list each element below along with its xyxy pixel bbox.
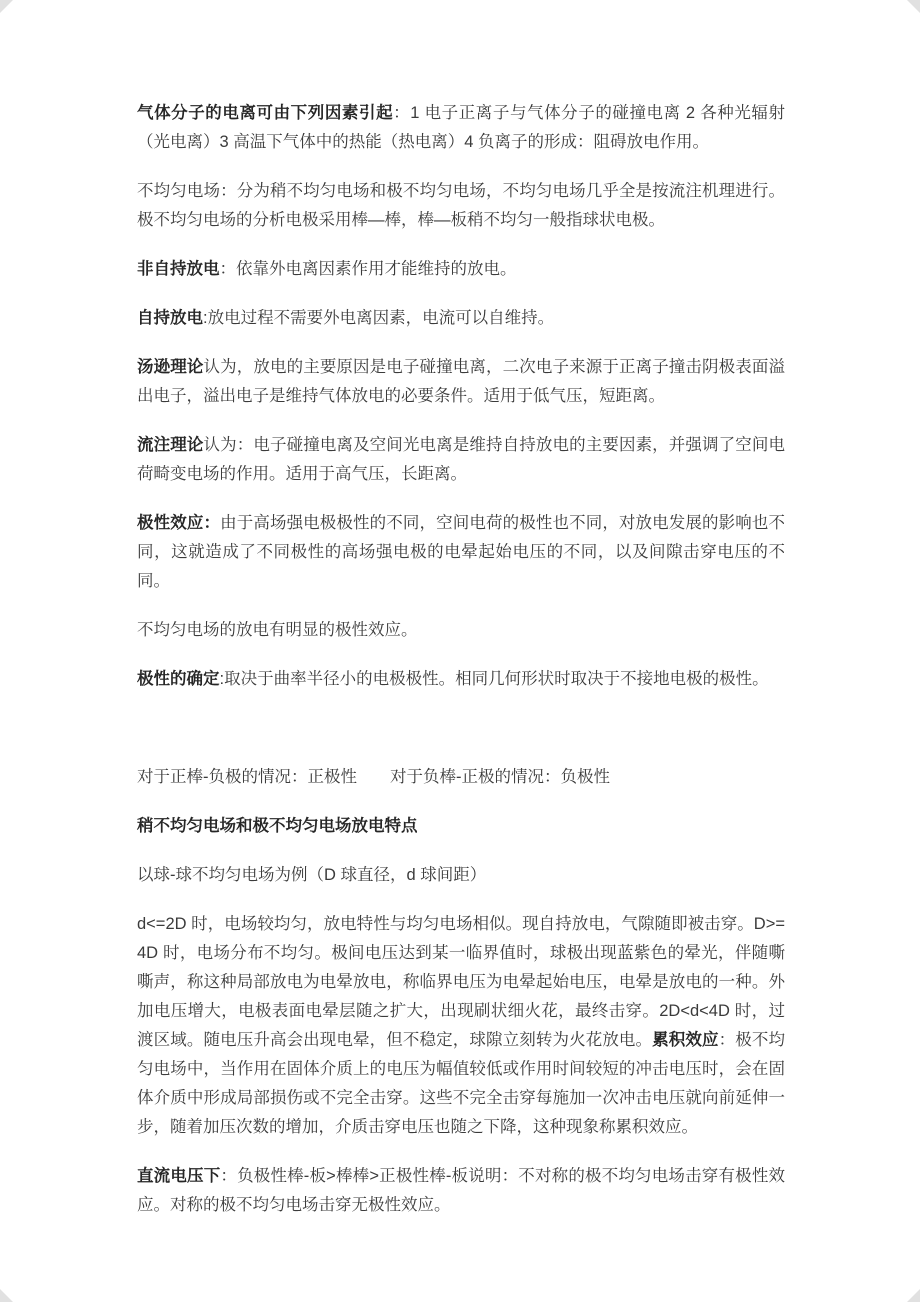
paragraph: [137, 255, 785, 284]
text-run: ：1 电子正离子与气体分子的碰撞电离 2 各种光辐射（光电离）3 高温下气体中的热能（热电离）4 负离子的形成：阻碍放电作用。: [137, 104, 786, 151]
page-corner-mark: [907, 0, 920, 13]
text-run: 以球-球不均匀电场为例（D 球直径，d 球间距）: [137, 866, 487, 884]
paragraph: [137, 509, 785, 596]
paragraph: [137, 304, 785, 333]
text-run: 汤逊理论: [137, 358, 204, 376]
paragraph: [137, 616, 785, 645]
text-run: 对于正棒-负极的情况：正极性 对于负棒-正极的情况：负极性: [137, 768, 610, 786]
paragraph: [137, 763, 785, 792]
page-corner-mark: [0, 0, 13, 13]
paragraph: [137, 177, 785, 235]
text-run: :取决于曲率半径小的电极极性。相同几何形状时取决于不接地电极的极性。: [219, 670, 769, 688]
text-run: :放电过程不需要外电离因素，电流可以自维持。: [203, 309, 555, 327]
text-run: d<=2D 时，电场较均匀，放电特性与均匀电场相似。现自持放电，气隙随即被击穿。D>=4D 时，电场分布不均匀。极间电压达到某一临界值时，球极出现蓝紫色的晕光，伴随嘶嘶声，称这种局部放电为电晕放电，称临界电压为电晕起始电压，电晕是放电的一种。外加电压增大，电极表面电晕层随之扩大，出现刷状细火花，最终击穿。2D<d<4D 时，过渡区域。随电压升高会出现电晕，但不稳定，球隙立刻转为火花放电。: [137, 915, 785, 1049]
text-run: 气体分子的电离可由下列因素引起: [137, 104, 394, 122]
page-corner-mark: [907, 1289, 920, 1302]
text-run: 累积效应: [652, 1031, 719, 1049]
empty-line: [137, 714, 785, 743]
text-run: 不均匀电场的放电有明显的极性效应。: [137, 621, 418, 639]
paragraph: [137, 353, 785, 411]
paragraph: [137, 431, 785, 489]
text-run: 认为：电子碰撞电离及空间光电离是维持自持放电的主要因素，并强调了空间电荷畸变电场的作用。适用于高气压，长距离。: [137, 436, 786, 483]
text-run: 认为，放电的主要原因是电子碰撞电离，二次电子来源于正离子撞击阴极表面溢出电子，溢出电子是维持气体放电的必要条件。适用于低气压，短距离。: [137, 358, 786, 405]
text-run: 非自持放电: [137, 260, 220, 278]
text-run: 自持放电: [137, 309, 203, 327]
text-run: 由于高场强电极极性的不同，空间电荷的极性也不同，对放电发展的影响也不同，这就造成了不同极性的高场强电极的电晕起始电压的不同，以及间隙击穿电压的不同。: [137, 514, 786, 590]
text-run: ：极不均匀电场中，当作用在固体介质上的电压为幅值较低或作用时间较短的冲击电压时，会在固体介质中形成局部损伤或不完全击穿。这些不完全击穿每施加一次冲击电压就向前延伸一步，随着加压次数的增加，介质击穿电压也随之下降，这种现象称累积效应。: [137, 1031, 786, 1136]
paragraph: [137, 99, 785, 157]
paragraph: [137, 1162, 785, 1220]
text-run: 极性的确定: [137, 670, 220, 688]
paragraph: [137, 861, 785, 890]
text-run: 直流电压下: [137, 1167, 221, 1185]
document-body: [137, 99, 785, 1240]
text-run: ：负极性棒-板>棒棒>正极性棒-板说明：不对称的极不均匀电场击穿有极性效应。对称的极不均匀电场击穿无极性效应。: [137, 1167, 785, 1214]
text-run: 不均匀电场：分为稍不均匀电场和极不均匀电场，不均匀电场几乎全是按流注机理进行。极不均匀电场的分析电极采用棒—棒，棒—板稍不均匀一般指球状电极。: [137, 182, 785, 229]
section-heading: [137, 812, 785, 841]
text-run: 稍不均匀电场和极不均匀电场放电特点: [137, 817, 418, 835]
text-run: ：依靠外电离因素作用才能维持的放电。: [219, 260, 517, 278]
paragraph: [137, 665, 785, 694]
text-run: 流注理论: [137, 436, 204, 454]
paragraph: [137, 910, 785, 1142]
text-run: 极性效应：: [137, 514, 221, 532]
page-corner-mark: [0, 1289, 13, 1302]
